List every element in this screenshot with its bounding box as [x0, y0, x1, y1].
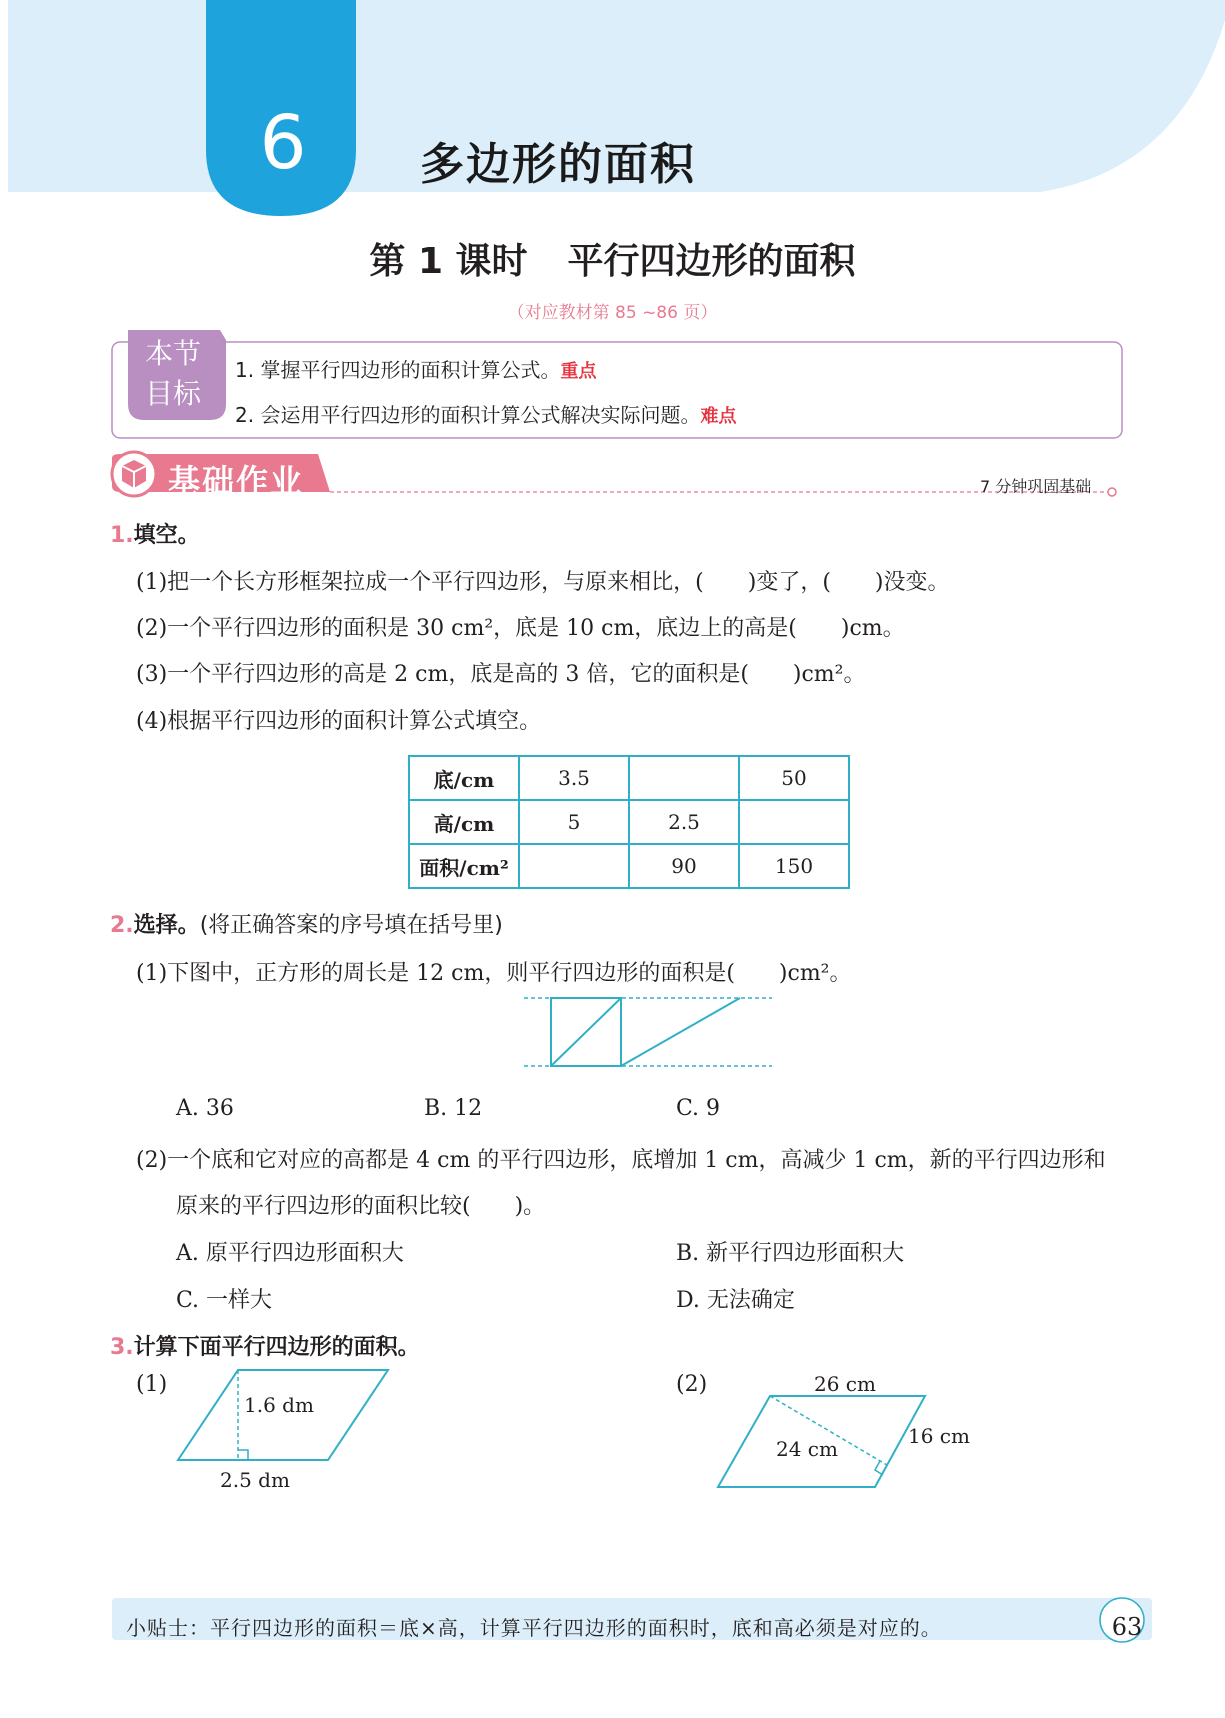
q2-part2-line2: 原来的平行四边形的面积比较( )。 [176, 1194, 546, 1219]
tip-text: 小贴士：平行四边形的面积＝底×高，计算平行四边形的面积时，底和高必须是对应的。 [126, 1616, 942, 1640]
q2-part2-line1: (2)一个底和它对应的高都是 4 cm 的平行四边形，底增加 1 cm，高减少 1 cm，新的平行四边形和 [136, 1148, 1106, 1173]
q2-heading [110, 908, 503, 939]
q3-fig2-label: (2) [676, 1372, 708, 1397]
textbook-reference: （对应教材第 85 ~86 页） [507, 303, 718, 323]
goals-tag [128, 334, 218, 414]
section-title: 基础作业 [168, 462, 305, 500]
table-cell: 3.5 [519, 756, 629, 800]
q2-title: 选择。 [133, 913, 200, 938]
q2-part2-option-a: A. 原平行四边形面积大 [176, 1241, 404, 1266]
q3-heading [110, 1330, 420, 1361]
q3-fig1-label: (1) [136, 1372, 168, 1397]
q3-fig1-base-label: 2.5 dm [220, 1468, 290, 1492]
table-cell [519, 844, 629, 888]
q1-title: 填空。 [133, 523, 200, 548]
q2-part1-option-b: B. 12 [424, 1096, 483, 1121]
table-row [409, 800, 849, 844]
goal-item-1-mark: 重点 [560, 361, 597, 382]
q1-item-2: (2)一个平行四边形的面积是 30 cm²，底是 10 cm，底边上的高是( )cm。 [136, 616, 905, 641]
goal-item-2-text: 2. 会运用平行四边形的面积计算公式解决实际问题。 [235, 403, 701, 427]
q3-fig2-height-label: 24 cm [776, 1437, 838, 1461]
lesson-prefix: 第 1 课时 [369, 241, 528, 282]
table-cell: 90 [629, 844, 739, 888]
table-cell: 50 [739, 756, 849, 800]
q2-part2-option-d: D. 无法确定 [676, 1288, 795, 1313]
q1-item-3: (3)一个平行四边形的高是 2 cm，底是高的 3 倍，它的面积是( )cm²。 [136, 662, 866, 687]
page-number: 63 [1111, 1613, 1143, 1641]
section-dot [1108, 488, 1116, 496]
q1-number: 1. [110, 523, 134, 548]
q3-title: 计算下面平行四边形的面积。 [133, 1335, 420, 1360]
q1-item-1: (1)把一个长方形框架拉成一个平行四边形，与原来相比，( )变了，( )没变。 [136, 570, 950, 595]
table-cell: 5 [519, 800, 629, 844]
goal-item-2-mark: 难点 [700, 406, 737, 427]
q2-number: 2. [110, 913, 134, 938]
q3-fig2-top-label: 26 cm [814, 1372, 876, 1396]
section-time-note: 7 分钟巩固基础 [980, 477, 1092, 496]
q2-part2-option-b: B. 新平行四边形面积大 [676, 1241, 905, 1266]
table-cell: 150 [739, 844, 849, 888]
q1-item-4: (4)根据平行四边形的面积计算公式填空。 [136, 709, 542, 734]
table-cell: 2.5 [629, 800, 739, 844]
table-row [409, 756, 849, 800]
q3-fig2-side-label: 16 cm [908, 1424, 970, 1448]
q1-heading [110, 518, 200, 549]
goals-tag-line2: 目标 [144, 377, 201, 410]
lesson-title [0, 233, 1225, 284]
goal-item-1-text: 1. 掌握平行四边形的面积计算公式。 [235, 358, 561, 382]
table-row-head: 面积/cm² [409, 844, 519, 888]
area-table [408, 755, 850, 889]
goals-tag-line1: 本节 [144, 337, 201, 370]
q2-part1-option-c: C. 9 [676, 1096, 721, 1121]
table-row-head: 高/cm [409, 800, 519, 844]
table-row [409, 844, 849, 888]
q2-hint: (将正确答案的序号填在括号里) [199, 913, 503, 938]
table-cell [629, 756, 739, 800]
chapter-number: 6 [259, 100, 307, 186]
q3-fig1-height-label: 1.6 dm [244, 1393, 314, 1417]
table-cell [739, 800, 849, 844]
lesson-name: 平行四边形的面积 [567, 241, 856, 282]
goal-item-2 [235, 399, 736, 428]
goal-item-1 [235, 354, 596, 383]
q2-part2-option-c: C. 一样大 [176, 1288, 273, 1313]
square-parallelogram-figure [524, 998, 772, 1066]
q3-number: 3. [110, 1335, 134, 1360]
table-row-head: 底/cm [409, 756, 519, 800]
q2-part1-option-a: A. 36 [176, 1096, 234, 1121]
chapter-title: 多边形的面积 [420, 139, 696, 190]
q2-part1-text: (1)下图中，正方形的周长是 12 cm，则平行四边形的面积是( )cm²。 [136, 961, 852, 986]
